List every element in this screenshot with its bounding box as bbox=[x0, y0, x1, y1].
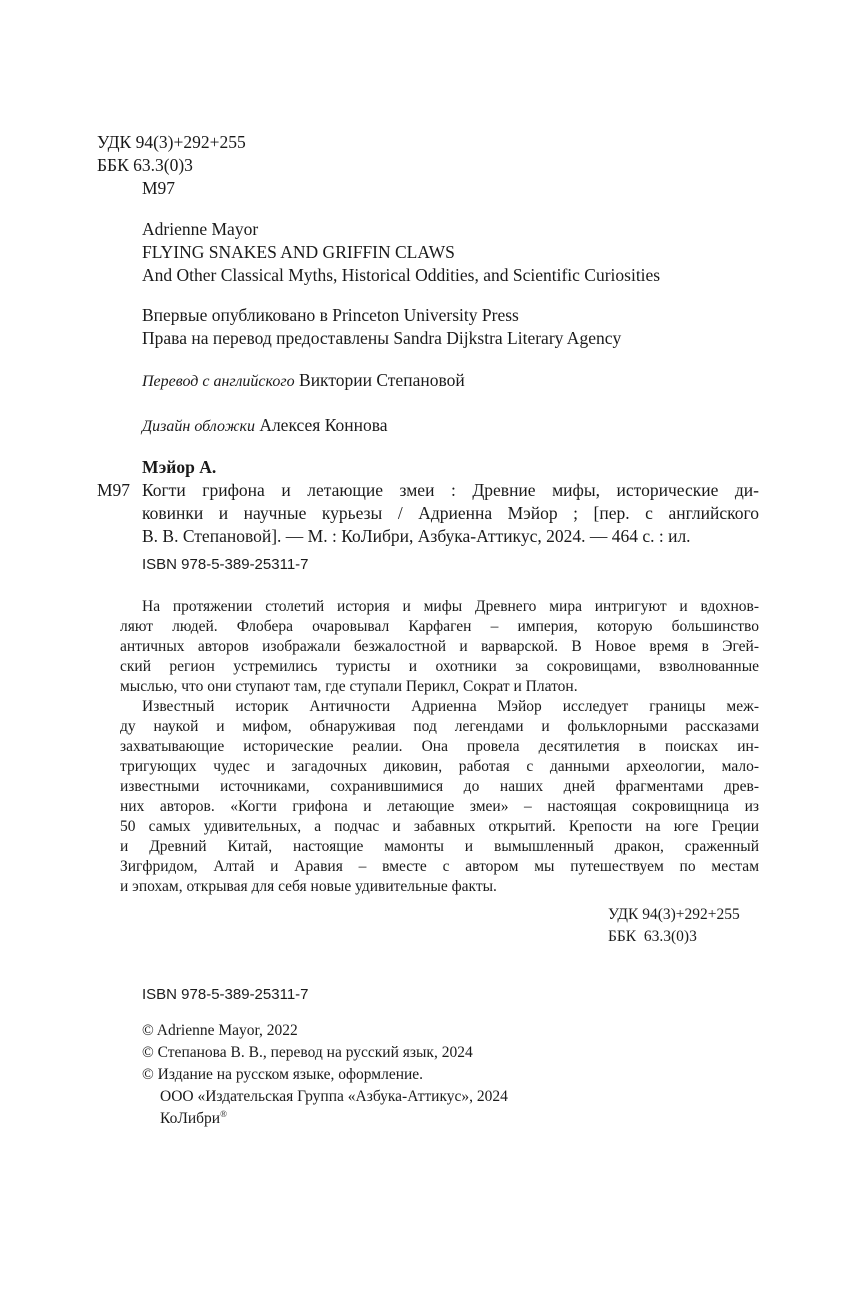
annotation-p1-line: ский регион устремились туристы и охотники за сокровищами, взволнованные bbox=[120, 658, 759, 675]
registered-mark: ® bbox=[220, 1108, 227, 1119]
translator-name: Виктории Степановой bbox=[299, 370, 465, 390]
copyright-translation: © Степанова В. В., перевод на русский язык, 2024 bbox=[142, 1044, 473, 1061]
original-subtitle: And Other Classical Myths, Historical Oddities, and Scientific Curiosities bbox=[142, 265, 661, 285]
annotation-p1-line: античных авторов изображали безжалостной и варварской. В Новое время в Эгей- bbox=[120, 638, 759, 655]
author-mark: М97 bbox=[142, 178, 176, 198]
translation-label: Перевод с английского bbox=[142, 373, 295, 390]
publisher-name: ООО «Издательская Группа «Азбука-Аттикус», 2024 bbox=[160, 1088, 508, 1105]
annotation-p2-line: ду наукой и мифом, обнаруживая под легендами и фольклорными рассказами bbox=[120, 718, 759, 735]
annotation-p1-line: На протяжении столетий история и мифы Древнего мира интригуют и вдохнов- bbox=[142, 598, 759, 615]
annotation-udk: УДК 94(3)+292+255 bbox=[608, 906, 740, 923]
annotation-p1-last: мыслью, что они ступают там, где ступали Перикл, Сократ и Платон. bbox=[120, 678, 578, 695]
translation-credit bbox=[142, 369, 465, 393]
annotation-bbk: ББК 63.3(0)3 bbox=[608, 928, 697, 945]
imprint-name: КоЛибри bbox=[160, 1110, 221, 1127]
annotation-p2-line: и Древний Китай, настоящие мамонты и вымышленный дракон, сраженный bbox=[120, 838, 759, 855]
designer-name: Алексея Коннова bbox=[259, 415, 388, 435]
udk-code: УДК 94(3)+292+255 bbox=[97, 132, 246, 152]
original-author: Adrienne Mayor bbox=[142, 219, 259, 239]
rights-line-2: Права на перевод предоставлены Sandra Dijkstra Literary Agency bbox=[142, 328, 622, 348]
design-credit bbox=[142, 414, 388, 438]
imprint bbox=[160, 1109, 227, 1129]
catalog-isbn: ISBN 978-5-389-25311-7 bbox=[142, 556, 309, 573]
catalog-line-3: В. В. Степановой]. — М. : КоЛибри, Азбука-Аттикус, 2024. — 464 с. : ил. bbox=[142, 526, 691, 546]
copyright-edition: © Издание на русском языке, оформление. bbox=[142, 1066, 424, 1083]
annotation-p2-line: захватывающие исторические реалии. Она провела десятилетия в поисках ин- bbox=[120, 738, 759, 755]
design-label: Дизайн обложки bbox=[142, 418, 255, 435]
annotation-p2-line: Зигфридом, Алтай и Аравия – вместе с автором мы путешествуем по местам bbox=[120, 858, 759, 875]
annotation-p1-line: ляют людей. Флобера очаровывал Карфаген – империя, которую большинство bbox=[120, 618, 759, 635]
bbk-code: ББК 63.3(0)3 bbox=[97, 155, 193, 175]
catalog-code: М97 bbox=[97, 480, 131, 500]
catalog-line-1: Когти грифона и летающие змеи : Древние мифы, исторические ди- bbox=[142, 480, 759, 500]
annotation-p2-line: известными источниками, сохранившимися до наших дней фрагментами древ- bbox=[120, 778, 759, 795]
annotation-p2-line: них авторов. «Когти грифона и летающие змеи» – настоящая сокровищница из bbox=[120, 798, 759, 815]
footer-isbn: ISBN 978-5-389-25311-7 bbox=[142, 986, 309, 1003]
copyright-author: © Adrienne Mayor, 2022 bbox=[142, 1022, 298, 1039]
annotation-p2-line: Известный историк Античности Адриенна Мэйор исследует границы меж- bbox=[142, 698, 759, 715]
rights-line-1: Впервые опубликовано в Princeton University Press bbox=[142, 305, 519, 325]
catalog-line-2: ковинки и научные курьезы / Адриенна Мэйор ; [пер. с английского bbox=[142, 503, 759, 523]
original-title: FLYING SNAKES AND GRIFFIN CLAWS bbox=[142, 242, 455, 262]
annotation-p2-last: и эпохам, открывая для себя новые удивительные факты. bbox=[120, 878, 497, 895]
annotation-p2-line: 50 самых удивительных, а подчас и забавных открытий. Крепости на юге Греции bbox=[120, 818, 759, 835]
catalog-author: Мэйор А. bbox=[142, 457, 217, 477]
annotation-p2-line: тригующих чудес и загадочных диковин, работая с данными археологии, мало- bbox=[120, 758, 759, 775]
